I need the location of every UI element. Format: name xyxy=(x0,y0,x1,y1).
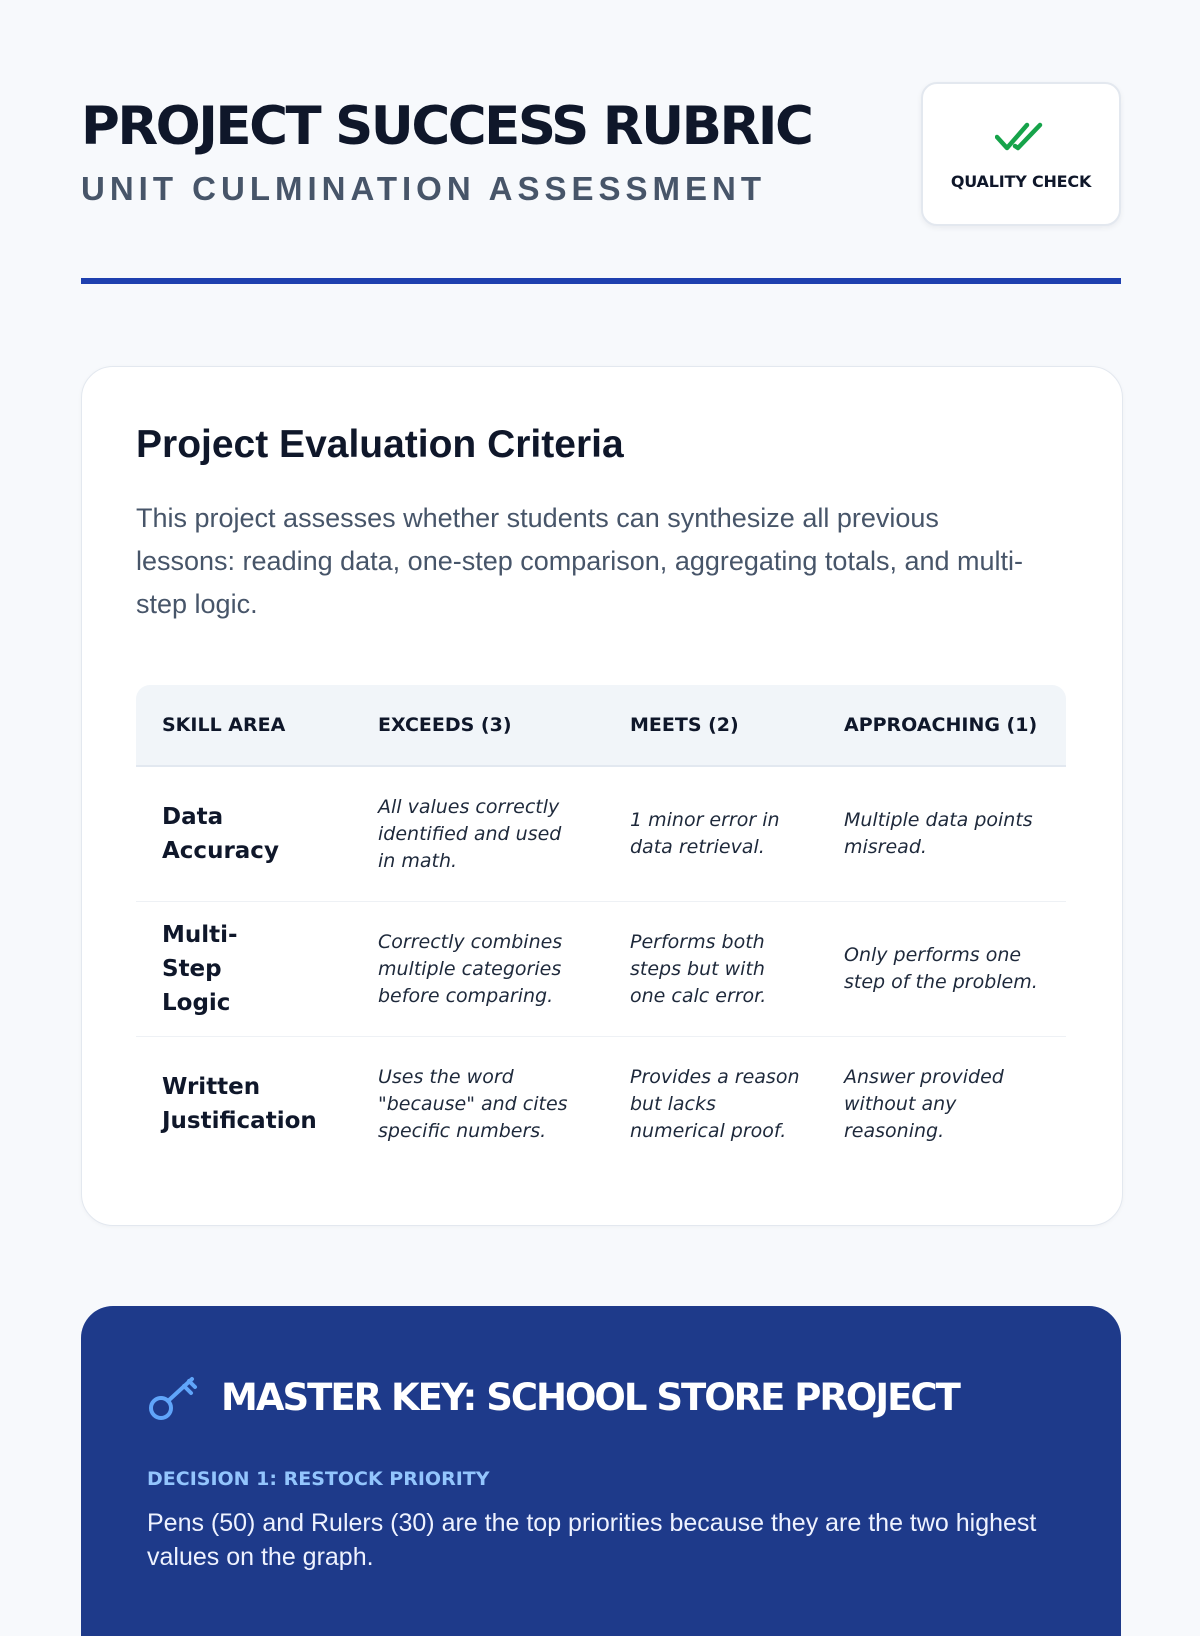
exceeds-cell: Uses the word "because" and cites specific numbers. xyxy=(378,1065,568,1142)
skill-cell: Multi-Step Logic xyxy=(136,902,352,1037)
badge-label: QUALITY CHECK xyxy=(950,172,1092,191)
table-row xyxy=(136,766,1066,902)
decision-label: DECISION 1: RESTOCK PRIORITY xyxy=(147,1468,490,1490)
key-icon xyxy=(147,1374,199,1422)
approaching-cell: Multiple data points misread. xyxy=(818,766,1066,902)
table-row xyxy=(136,902,1066,1037)
meets-cell: Performs both steps but with one calc error. xyxy=(604,902,818,1037)
decision-text: Pens (50) and Rulers (30) are the top priorities because they are the two highest values on the graph. xyxy=(147,1509,1037,1571)
page-header xyxy=(81,80,1121,226)
approaching-cell: Only performs one step of the problem. xyxy=(818,902,1066,1037)
skill-cell: Data Accuracy xyxy=(136,766,352,902)
table-header-row xyxy=(136,685,1066,766)
quality-check-badge xyxy=(921,82,1121,226)
meets-cell: Provides a reason but lacks numerical proof. xyxy=(630,1065,800,1142)
column-header-approaching: APPROACHING (1) xyxy=(818,685,1066,766)
skill-cell: Written Justification xyxy=(162,1074,317,1134)
double-check-icon xyxy=(995,120,1047,154)
exceeds-cell: Correctly combines multiple categories before comparing. xyxy=(352,902,604,1037)
table-row xyxy=(136,1037,1066,1172)
page-subtitle: UNIT CULMINATION ASSESSMENT xyxy=(81,170,766,207)
criteria-description: This project assesses whether students can synthesize all previous lessons: reading data, one-step comparison, aggregating totals, and multi-step logic. xyxy=(136,503,1024,619)
approaching-cell: Answer provided without any reasoning. xyxy=(844,1065,1004,1142)
criteria-card xyxy=(81,366,1123,1226)
rubric-table xyxy=(136,685,1066,1171)
meets-cell: 1 minor error in data retrieval. xyxy=(604,766,818,902)
exceeds-cell: All values correctly identified and used in math. xyxy=(352,766,604,902)
master-key-title: MASTER KEY: SCHOOL STORE PROJECT xyxy=(221,1376,959,1419)
column-header-exceeds: EXCEEDS (3) xyxy=(352,685,604,766)
page-title: PROJECT SUCCESS RUBRIC xyxy=(81,96,812,157)
header-divider xyxy=(81,278,1121,284)
column-header-skill-area: SKILL AREA xyxy=(136,685,352,766)
criteria-title: Project Evaluation Criteria xyxy=(136,423,624,466)
column-header-meets: MEETS (2) xyxy=(604,685,818,766)
master-key-panel xyxy=(81,1306,1121,1636)
